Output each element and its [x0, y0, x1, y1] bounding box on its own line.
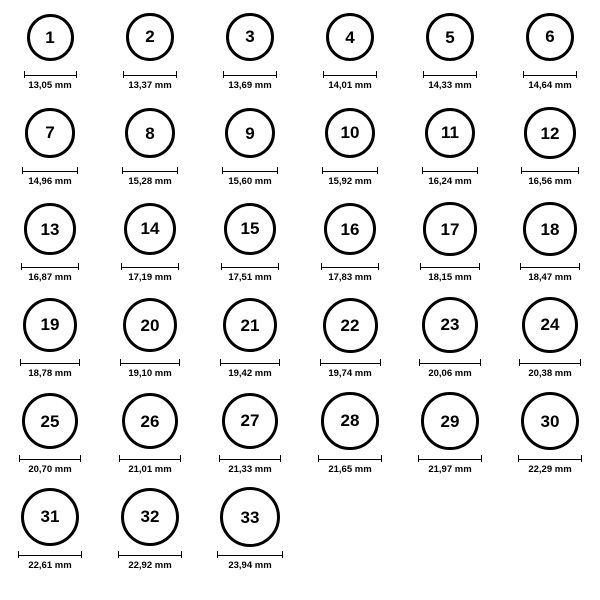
ring-circle-wrap — [326, 6, 374, 68]
ring-circle — [426, 13, 475, 62]
dimension-line-wrap — [221, 262, 279, 271]
ring-circle — [23, 298, 77, 352]
ring-size-number: 17 — [440, 219, 460, 239]
ring-circle-wrap — [122, 390, 179, 452]
dimension-line — [423, 71, 478, 78]
ring-circle — [121, 488, 180, 547]
ring-circle-wrap — [225, 102, 275, 164]
ring-circle — [321, 392, 378, 449]
ring-size-cell[interactable] — [200, 102, 300, 198]
dimension-line — [222, 167, 278, 174]
ring-size-cell[interactable] — [0, 198, 100, 294]
diameter-label: 14,01 mm — [328, 80, 372, 91]
ring-size-number: 27 — [240, 411, 260, 431]
ring-circle-wrap — [524, 102, 575, 164]
dimension-line — [519, 359, 581, 366]
ring-circle-wrap — [521, 390, 579, 452]
ring-size-number: 25 — [40, 411, 60, 431]
ring-size-cell[interactable] — [500, 198, 600, 294]
dimension-line-wrap — [321, 262, 380, 271]
ring-size-number: 3 — [245, 27, 255, 47]
dimension-line — [419, 359, 480, 366]
dimension-line-wrap — [121, 262, 179, 271]
ring-circle-wrap — [124, 198, 176, 260]
ring-circle — [323, 298, 378, 353]
dimension-line — [120, 359, 180, 366]
diameter-label: 21,33 mm — [228, 464, 272, 475]
dimension-line-wrap — [22, 166, 77, 175]
ring-size-number: 12 — [540, 123, 560, 143]
ring-size-number: 23 — [440, 315, 460, 335]
dimension-line — [322, 167, 378, 174]
diameter-label: 20,70 mm — [28, 464, 72, 475]
diameter-label: 22,92 mm — [128, 560, 172, 571]
diameter-label: 19,74 mm — [328, 368, 372, 379]
ring-circle — [523, 202, 577, 256]
ring-circle — [126, 13, 173, 60]
ring-size-cell[interactable] — [0, 294, 100, 390]
diameter-label: 19,42 mm — [228, 368, 272, 379]
diameter-label: 15,92 mm — [328, 176, 372, 187]
dimension-line — [119, 455, 182, 462]
ring-circle — [25, 108, 74, 157]
dimension-line — [420, 263, 479, 270]
dimension-line — [520, 263, 580, 270]
ring-circle — [325, 108, 375, 158]
ring-size-cell[interactable] — [0, 102, 100, 198]
ring-size-number: 28 — [340, 411, 360, 431]
ring-circle — [125, 108, 175, 158]
ring-size-number: 5 — [445, 27, 455, 47]
dimension-line — [320, 359, 381, 366]
ring-circle — [224, 203, 276, 255]
ring-size-number: 14 — [140, 219, 160, 239]
dimension-line-wrap — [219, 454, 282, 463]
ring-circle-wrap — [21, 486, 79, 548]
dimension-line-wrap — [24, 70, 77, 79]
ring-size-cell[interactable] — [300, 198, 400, 294]
ring-circle-wrap — [222, 390, 279, 452]
ring-circle-wrap — [526, 6, 575, 68]
ring-circle — [225, 108, 275, 158]
dimension-line — [220, 359, 281, 366]
ring-size-number: 18 — [540, 219, 560, 239]
ring-size-cell[interactable] — [300, 294, 400, 390]
dimension-line-wrap — [223, 70, 277, 79]
ring-circle — [526, 13, 575, 62]
dimension-line — [20, 359, 80, 366]
dimension-line-wrap — [322, 166, 378, 175]
dimension-line-wrap — [19, 454, 81, 463]
ring-size-cell[interactable] — [400, 390, 500, 486]
ring-size-number: 21 — [240, 315, 260, 335]
dimension-line — [422, 167, 479, 174]
diameter-label: 19,10 mm — [128, 368, 172, 379]
ring-circle — [22, 393, 78, 449]
ring-size-number: 31 — [40, 507, 60, 527]
diameter-label: 22,61 mm — [28, 560, 72, 571]
dimension-line-wrap — [519, 358, 581, 367]
ring-circle — [27, 14, 74, 61]
diameter-label: 15,60 mm — [228, 176, 272, 187]
dimension-line-wrap — [518, 454, 582, 463]
ring-size-cell[interactable] — [100, 294, 200, 390]
ring-circle — [223, 298, 278, 353]
dimension-line — [121, 263, 179, 270]
dimension-line — [22, 167, 77, 174]
diameter-label: 14,64 mm — [528, 80, 572, 91]
ring-size-number: 13 — [40, 219, 60, 239]
ring-circle — [24, 203, 76, 255]
diameter-label: 13,37 mm — [128, 80, 172, 91]
diameter-label: 13,69 mm — [228, 80, 272, 91]
dimension-line-wrap — [521, 166, 578, 175]
diameter-label: 17,19 mm — [128, 272, 172, 283]
dimension-line — [323, 71, 377, 78]
diameter-label: 18,78 mm — [28, 368, 72, 379]
diameter-label: 18,47 mm — [528, 272, 572, 283]
ring-circle — [324, 203, 377, 256]
dimension-line — [219, 455, 282, 462]
dimension-line-wrap — [20, 358, 80, 367]
dimension-line-wrap — [520, 262, 580, 271]
ring-circle-wrap — [324, 198, 377, 260]
diameter-label: 21,97 mm — [428, 464, 472, 475]
diameter-label: 16,87 mm — [28, 272, 72, 283]
dimension-line — [24, 71, 77, 78]
dimension-line-wrap — [118, 550, 183, 559]
diameter-label: 17,51 mm — [228, 272, 272, 283]
dimension-line-wrap — [217, 550, 283, 559]
dimension-line — [521, 167, 578, 174]
dimension-line-wrap — [420, 262, 479, 271]
ring-circle-wrap — [426, 6, 475, 68]
ring-circle — [422, 297, 477, 352]
ring-circle-wrap — [22, 390, 78, 452]
ring-size-cell[interactable] — [200, 6, 300, 102]
diameter-label: 20,06 mm — [428, 368, 472, 379]
diameter-label: 21,01 mm — [128, 464, 172, 475]
dimension-line-wrap — [222, 166, 278, 175]
dimension-line — [318, 455, 381, 462]
ring-size-cell[interactable] — [500, 102, 600, 198]
ring-circle-wrap — [523, 198, 577, 260]
diameter-label: 16,56 mm — [528, 176, 572, 187]
ring-size-cell[interactable] — [0, 390, 100, 486]
ring-circle-wrap — [425, 102, 476, 164]
dimension-line-wrap — [418, 454, 482, 463]
ring-size-cell[interactable] — [200, 294, 300, 390]
ring-circle — [220, 487, 280, 547]
ring-size-cell[interactable] — [100, 390, 200, 486]
ring-size-number: 11 — [441, 123, 459, 143]
diameter-label: 17,83 mm — [328, 272, 372, 283]
ring-size-cell[interactable] — [500, 6, 600, 102]
ring-circle — [425, 108, 476, 159]
ring-circle — [423, 202, 476, 255]
dimension-line-wrap — [523, 70, 578, 79]
ring-size-number: 19 — [40, 315, 60, 335]
ring-circle-wrap — [126, 6, 173, 68]
dimension-line — [18, 551, 82, 558]
dimension-line — [523, 71, 578, 78]
ring-size-number: 1 — [45, 27, 55, 47]
dimension-line-wrap — [18, 550, 82, 559]
diameter-label: 22,29 mm — [528, 464, 572, 475]
ring-circle — [124, 203, 176, 255]
ring-size-number: 6 — [545, 27, 555, 47]
dimension-line — [418, 455, 482, 462]
ring-circle-wrap — [121, 486, 180, 548]
dimension-line-wrap — [21, 262, 79, 271]
ring-size-number: 15 — [240, 219, 260, 239]
ring-size-cell[interactable] — [200, 198, 300, 294]
ring-circle — [326, 13, 374, 61]
ring-circle-wrap — [25, 102, 74, 164]
diameter-label: 14,33 mm — [428, 80, 472, 91]
dimension-line-wrap — [120, 358, 180, 367]
dimension-line-wrap — [122, 166, 178, 175]
diameter-label: 13,05 mm — [28, 80, 72, 91]
ring-circle — [524, 107, 575, 158]
ring-circle-wrap — [24, 198, 76, 260]
dimension-line-wrap — [123, 70, 176, 79]
diameter-label: 20,38 mm — [528, 368, 572, 379]
ring-circle — [122, 393, 179, 450]
dimension-line — [19, 455, 81, 462]
ring-size-number: 32 — [140, 507, 160, 527]
ring-size-cell[interactable] — [300, 102, 400, 198]
ring-circle-wrap — [220, 486, 280, 548]
ring-circle-wrap — [423, 198, 476, 260]
dimension-line-wrap — [220, 358, 281, 367]
ring-circle-wrap — [23, 294, 77, 356]
ring-size-cell[interactable] — [400, 102, 500, 198]
ring-size-cell[interactable] — [200, 486, 300, 582]
ring-size-cell[interactable] — [200, 390, 300, 486]
ring-size-number: 8 — [145, 123, 155, 143]
ring-circle — [123, 298, 177, 352]
ring-circle-wrap — [522, 294, 578, 356]
ring-size-cell[interactable] — [0, 486, 100, 582]
ring-circle — [226, 13, 274, 61]
ring-circle — [522, 297, 578, 353]
ring-size-cell[interactable] — [100, 486, 200, 582]
ring-size-cell[interactable] — [100, 198, 200, 294]
ring-circle-wrap — [323, 294, 378, 356]
dimension-line-wrap — [422, 166, 479, 175]
diameter-label: 15,28 mm — [128, 176, 172, 187]
dimension-line — [217, 551, 283, 558]
ring-size-cell[interactable] — [400, 294, 500, 390]
ring-size-number: 4 — [345, 27, 355, 47]
diameter-label: 21,65 mm — [328, 464, 372, 475]
ring-circle — [521, 392, 579, 450]
diameter-label: 18,15 mm — [428, 272, 472, 283]
ring-size-cell[interactable] — [0, 6, 100, 102]
ring-circle-wrap — [27, 6, 74, 68]
ring-circle-wrap — [223, 294, 278, 356]
ring-size-cell[interactable] — [500, 294, 600, 390]
ring-size-number: 22 — [340, 315, 360, 335]
ring-circle — [222, 393, 279, 450]
ring-size-number: 10 — [340, 123, 360, 143]
ring-size-number: 16 — [340, 219, 360, 239]
ring-size-cell[interactable] — [400, 6, 500, 102]
ring-size-cell[interactable] — [300, 6, 400, 102]
ring-size-number: 9 — [245, 123, 255, 143]
dimension-line-wrap — [318, 454, 381, 463]
ring-size-number: 30 — [540, 411, 560, 431]
ring-size-number: 20 — [140, 315, 160, 335]
ring-size-cell[interactable] — [300, 390, 400, 486]
dimension-line — [21, 263, 79, 270]
dimension-line — [118, 551, 183, 558]
ring-circle-wrap — [224, 198, 276, 260]
ring-size-number: 26 — [140, 411, 160, 431]
ring-circle-wrap — [125, 102, 175, 164]
ring-size-cell[interactable] — [100, 102, 200, 198]
dimension-line-wrap — [320, 358, 381, 367]
dimension-line-wrap — [119, 454, 182, 463]
dimension-line — [223, 71, 277, 78]
dimension-line-wrap — [423, 70, 478, 79]
dimension-line — [518, 455, 582, 462]
ring-size-number: 2 — [145, 27, 155, 47]
ring-size-number: 7 — [45, 123, 55, 143]
ring-circle-wrap — [226, 6, 274, 68]
ring-circle-wrap — [123, 294, 177, 356]
ring-size-cell[interactable] — [100, 6, 200, 102]
ring-circle — [421, 392, 479, 450]
ring-size-number: 24 — [540, 315, 560, 335]
dimension-line-wrap — [323, 70, 377, 79]
ring-circle-wrap — [421, 390, 479, 452]
ring-circle-wrap — [321, 390, 378, 452]
ring-size-cell[interactable] — [400, 198, 500, 294]
dimension-line-wrap — [419, 358, 480, 367]
ring-size-cell[interactable] — [500, 390, 600, 486]
ring-circle — [21, 488, 79, 546]
dimension-line — [221, 263, 279, 270]
ring-circle-wrap — [325, 102, 375, 164]
diameter-label: 23,94 mm — [228, 560, 272, 571]
diameter-label: 14,96 mm — [28, 176, 72, 187]
ring-size-number: 33 — [240, 507, 260, 527]
ring-circle-wrap — [422, 294, 477, 356]
ring-size-number: 29 — [440, 411, 460, 431]
dimension-line — [321, 263, 380, 270]
diameter-label: 16,24 mm — [428, 176, 472, 187]
dimension-line — [122, 167, 178, 174]
dimension-line — [123, 71, 176, 78]
